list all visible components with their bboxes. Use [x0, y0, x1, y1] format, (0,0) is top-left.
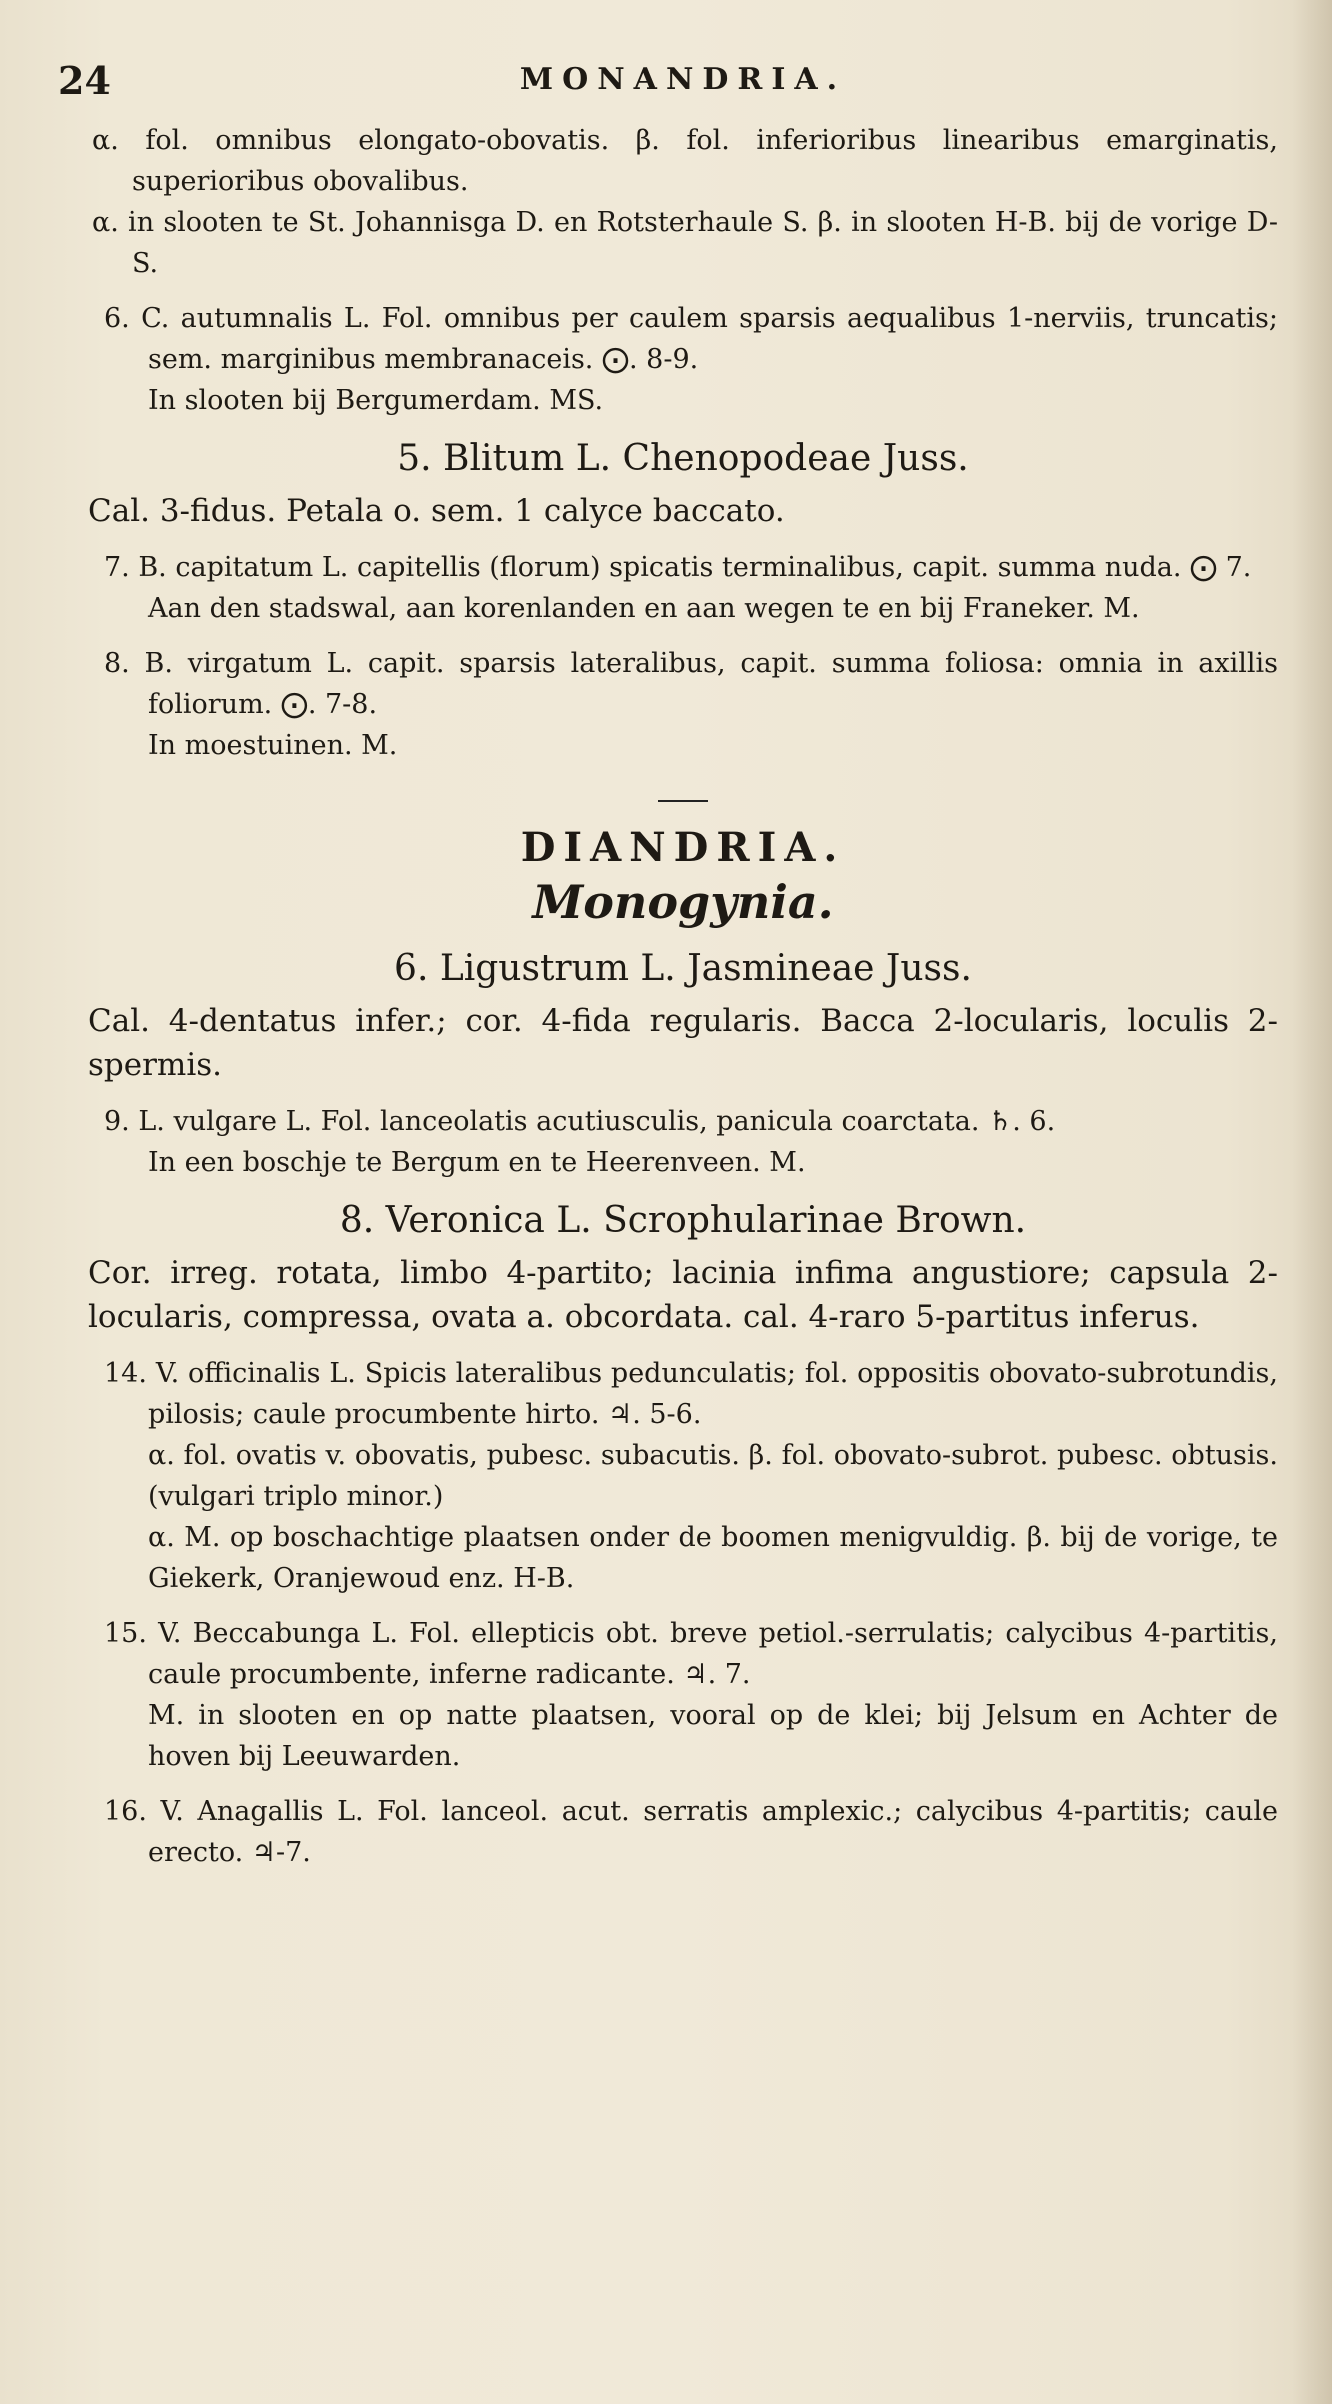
genus-characters: Cal. 4-dentatus infer.; cor. 4-fida regularis. Bacca 2-locularis, loculis 2-spermis. [88, 1003, 1278, 1083]
genus-heading: 6. Ligustrum L. Jasmineae Juss. [394, 948, 972, 989]
page-content [58, 58, 1278, 1873]
species-entry: 9. L. vulgare L. Fol. lanceolatis acutiusculis, panicula coarctata. ♄. 6. [104, 1106, 1056, 1137]
locality-line: α. M. op boschachtige plaatsen onder de boomen menigvuldig. β. bij de vorige, te Giekerk, Oranjewoud enz. H-B. [148, 1522, 1278, 1594]
page-number: 24 [58, 58, 111, 103]
genus-characters: Cal. 3-fidus. Petala o. sem. 1 calyce baccato. [88, 493, 785, 529]
species-entry: 14. V. officinalis L. Spicis lateralibus pedunculatis; fol. oppositis obovato-subrotundis, pilosis; caule procumbente hirto. ♃. 5-6. [104, 1358, 1278, 1430]
locality-line: M. in slooten en op natte plaatsen, vooral op de klei; bij Jelsum en Achter de hoven bij Leeuwarden. [148, 1700, 1278, 1772]
locality-line: In slooten bij Bergumerdam. MS. [148, 385, 604, 416]
species-entry: 7. B. capitatum L. capitellis (florum) spicatis terminalibus, capit. summa nuda. ⨀ 7. [104, 552, 1252, 583]
order-title: Monogynia. [532, 875, 834, 929]
species-entry: 15. V. Beccabunga L. Fol. ellepticis obt. breve petiol.-serrulatis; calycibus 4-partitis, caule procumbente, inferne radicante. ♃. 7. [104, 1618, 1278, 1690]
locality-line: Aan den stadswal, aan korenlanden en aan wegen te en bij Franeker. M. [148, 593, 1140, 624]
page-edge-shadow [1292, 0, 1332, 2404]
page-header [58, 58, 1278, 120]
genus-heading: 5. Blitum L. Chenopodeae Juss. [397, 438, 969, 479]
species-entry: 16. V. Anagallis L. Fol. lanceol. acut. serratis amplexic.; calycibus 4-partitis; caule erecto. ♃-7. [104, 1796, 1278, 1868]
genus-characters: Cor. irreg. rotata, limbo 4-partito; lacinia infima angustiore; capsula 2-locularis, compressa, ovata a. obcordata. cal. 4-raro 5-partitus inferus. [88, 1255, 1278, 1335]
locality-line: In een boschje te Bergum en te Heerenveen. M. [148, 1147, 806, 1178]
species-entry: 6. C. autumnalis L. Fol. omnibus per caulem sparsis aequalibus 1-nerviis, truncatis; sem. marginibus membranaceis. ⨀. 8-9. [104, 303, 1278, 375]
class-title: DIANDRIA. [520, 824, 846, 871]
text-line: α. fol. omnibus elongato-obovatis. β. fol. inferioribus linearibus emarginatis, superioribus obovalibus. [92, 125, 1278, 197]
text-line: α. in slooten te St. Johannisga D. en Rotsterhaule S. β. in slooten H-B. bij de vorige D-S. [92, 207, 1278, 279]
species-entry: 8. B. virgatum L. capit. sparsis lateralibus, capit. summa foliosa: omnia in axillis foliorum. ⨀. 7-8. [104, 648, 1278, 720]
section-divider [658, 800, 708, 802]
locality-line: In moestuinen. M. [148, 730, 398, 761]
variety-line: α. fol. ovatis v. obovatis, pubesc. subacutis. β. fol. obovato-subrot. pubesc. obtusis. (vulgari triplo minor.) [148, 1440, 1278, 1512]
running-head: MONANDRIA. [519, 62, 847, 97]
genus-heading: 8. Veronica L. Scrophularinae Brown. [339, 1200, 1027, 1241]
